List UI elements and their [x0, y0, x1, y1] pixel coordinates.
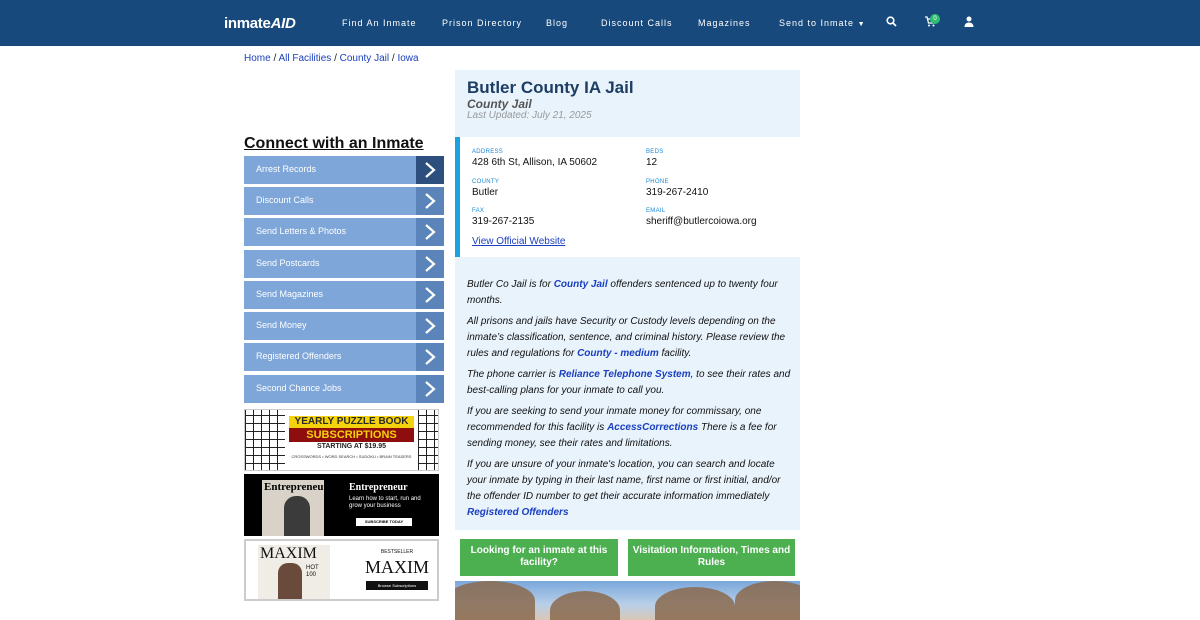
logo-text-aid: AID	[270, 15, 296, 32]
breadcrumb-separator: /	[391, 53, 395, 64]
paragraph-security-levels	[467, 314, 793, 362]
access-corrections-link[interactable]: AccessCorrections	[607, 422, 699, 433]
last-updated: Last Updated: July 21, 2025	[467, 110, 592, 121]
fax-value: 319-267-2135	[472, 216, 535, 227]
nav-send-label: Send to Inmate	[779, 18, 855, 28]
magazine-cover-image	[258, 545, 330, 601]
text: , to see their rates and best-calling plans for your inmate to call you.	[467, 369, 791, 396]
text: facility.	[658, 348, 692, 359]
magazine-cover-image	[262, 480, 329, 536]
maxim-ad[interactable]	[244, 539, 439, 601]
registered-offenders-link[interactable]: Registered Offenders	[467, 507, 569, 518]
address-label: ADDRESS	[472, 149, 504, 155]
beds-label: BEDS	[646, 149, 664, 155]
sidebar-item-label: Second Chance Jobs	[256, 383, 342, 393]
chevron-right-icon	[416, 343, 444, 371]
breadcrumb-separator: /	[334, 53, 337, 64]
cover-title: Entrepreneur	[264, 481, 329, 493]
visitation-info-button[interactable]: Visitation Information, Times and Rules	[628, 539, 795, 576]
breadcrumb-home[interactable]: Home	[244, 53, 271, 64]
entrepreneur-ad[interactable]	[244, 474, 439, 536]
facility-type: County Jail	[467, 97, 532, 111]
puzzle-book-ad[interactable]	[244, 409, 439, 471]
security-level-link[interactable]: County - medium	[577, 348, 659, 359]
sidebar-item-label: Send Magazines	[256, 289, 324, 299]
cover-figure	[278, 563, 302, 601]
text: If you are seeking to send your inmate money for commissary, one recommended for this facility is	[467, 406, 762, 433]
chevron-right-icon	[416, 156, 444, 184]
ad-headline: YEARLY PUZZLE BOOK	[289, 416, 414, 428]
ad-badge: BESTSELLER	[380, 549, 414, 555]
connect-heading: Connect with an Inmate	[244, 135, 424, 152]
sidebar-item-send-letters[interactable]	[244, 218, 444, 246]
paragraph-phone-carrier	[467, 367, 793, 399]
ad-tagline: CROSSWORDS • WORD SEARCH • SUDOKU • BRAIN TEASERS	[291, 454, 412, 459]
email-value[interactable]: sheriff@butlercoiowa.org	[646, 216, 757, 227]
chevron-right-icon	[416, 281, 444, 309]
looking-for-inmate-button[interactable]: Looking for an inmate at this facility?	[460, 539, 618, 576]
cover-title: MAXIM	[260, 545, 317, 562]
text: Butler Co Jail is for	[467, 279, 554, 290]
ad-headline: SUBSCRIPTIONS	[289, 428, 414, 442]
tree-graphic	[455, 581, 535, 620]
cover-figure	[284, 496, 310, 536]
phone-value[interactable]: 319-267-2410	[646, 187, 709, 198]
ad-text: Learn how to start, run and grow your business	[349, 496, 421, 509]
browse-button: Browse Subscriptions	[366, 581, 428, 590]
chevron-right-icon	[416, 312, 444, 340]
search-icon[interactable]	[886, 16, 897, 30]
logo-text: inmate	[224, 15, 271, 32]
sidebar-item-label: Registered Offenders	[256, 351, 342, 361]
chevron-right-icon	[416, 218, 444, 246]
chevron-right-icon	[416, 375, 444, 403]
breadcrumb	[244, 53, 419, 64]
chevron-right-icon	[416, 250, 444, 278]
chevron-right-icon	[416, 187, 444, 215]
text: The phone carrier is	[467, 369, 559, 380]
tree-graphic	[550, 591, 620, 620]
ad-brand: Entrepreneur	[349, 482, 408, 493]
nav-blog[interactable]: Blog	[546, 18, 569, 28]
sidebar-item-registered-offenders[interactable]	[244, 343, 444, 371]
sidebar-item-label: Send Postcards	[256, 258, 320, 268]
sidebar-item-second-chance-jobs[interactable]	[244, 375, 444, 403]
tree-graphic	[655, 587, 735, 620]
sidebar-item-send-postcards[interactable]	[244, 250, 444, 278]
ad-panel	[358, 545, 436, 597]
text: There is a fee for sending money, see their rates and limitations.	[467, 422, 777, 449]
text: If you are unsure of your inmate's location, you can search and locate your inmate by typing in their last name, first name or first initial, and/or the offender ID number to get their accurate information immediately	[467, 459, 781, 502]
text: offenders sentenced up to twenty four months.	[467, 279, 778, 306]
nav-send-to-inmate[interactable]	[779, 18, 866, 28]
text: All prisons and jails have Security or Custody levels depending on the inmate’s classification, sentence, and criminal history. Please review the rules and regulations for	[467, 316, 786, 359]
cart-count-badge: 0	[930, 14, 940, 24]
fax-label: FAX	[472, 208, 485, 214]
caret-down-icon: ▼	[857, 21, 866, 28]
sidebar-item-label: Arrest Records	[256, 164, 317, 174]
nav-discount-calls[interactable]: Discount Calls	[601, 18, 673, 28]
county-label: COUNTY	[472, 179, 500, 185]
nav-find-inmate[interactable]: Find An Inmate	[342, 18, 417, 28]
phone-label: PHONE	[646, 179, 669, 185]
site-logo[interactable]	[224, 15, 296, 32]
nav-magazines[interactable]: Magazines	[698, 18, 751, 28]
user-icon[interactable]	[964, 16, 974, 30]
subscribe-button: SUBSCRIBE TODAY	[356, 518, 412, 526]
paragraph-locate-inmate	[467, 457, 793, 521]
facility-photo	[455, 581, 800, 620]
ad-brand: MAXIM	[364, 557, 429, 577]
sidebar-item-label: Discount Calls	[256, 195, 314, 205]
beds-value: 12	[646, 157, 658, 168]
nav-prison-directory[interactable]: Prison Directory	[442, 18, 523, 28]
county-value: Butler	[472, 187, 499, 198]
sidebar-item-arrest-records[interactable]	[244, 156, 444, 184]
breadcrumb-all-facilities[interactable]: All Facilities	[278, 53, 332, 64]
cover-text: HOT 100	[306, 565, 319, 578]
crossword-grid-graphic	[245, 410, 285, 471]
sidebar-item-label: Send Letters & Photos	[256, 226, 347, 236]
sidebar-item-discount-calls[interactable]	[244, 187, 444, 215]
top-navbar	[0, 0, 1200, 46]
breadcrumb-separator: /	[273, 53, 277, 64]
facility-title: Butler County IA Jail	[467, 78, 634, 97]
sidebar-item-send-magazines[interactable]	[244, 281, 444, 309]
phone-carrier-link[interactable]: Reliance Telephone System	[558, 369, 691, 380]
ad-price: STARTING AT $19.95	[316, 443, 387, 450]
paragraph-facility-type	[467, 277, 793, 309]
sidebar-item-label: Send Money	[256, 320, 307, 330]
address-value: 428 6th St, Allison, IA 50602	[472, 157, 598, 168]
breadcrumb-iowa[interactable]: Iowa	[397, 53, 419, 64]
tree-graphic	[735, 581, 800, 620]
breadcrumb-county-jail[interactable]: County Jail	[339, 53, 390, 64]
paragraph-send-money	[467, 404, 793, 452]
email-label: EMAIL	[646, 208, 666, 214]
sidebar-item-send-money[interactable]	[244, 312, 444, 340]
county-jail-link[interactable]: County Jail	[553, 279, 608, 290]
official-website-link[interactable]: View Official Website	[472, 236, 566, 247]
crossword-grid-graphic	[418, 410, 438, 471]
